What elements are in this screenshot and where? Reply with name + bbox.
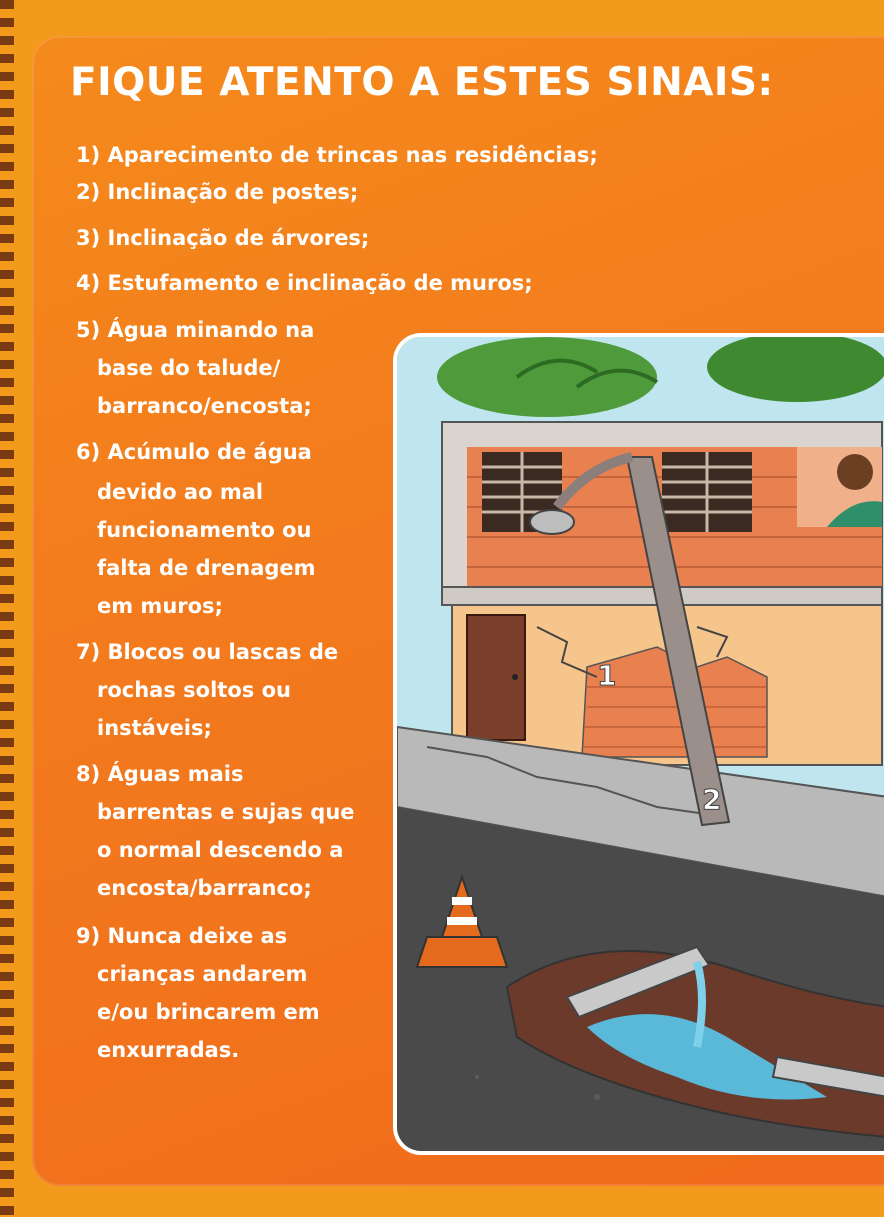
sign-line: encosta/barranco; xyxy=(97,876,312,900)
sign-line: 2) Inclinação de postes; xyxy=(76,180,359,204)
door-icon xyxy=(467,615,525,740)
sign-line: devido ao mal xyxy=(97,480,264,504)
page-title: FIQUE ATENTO A ESTES SINAIS: xyxy=(70,60,774,105)
person-icon xyxy=(797,447,882,527)
sign-line: barranco/encosta; xyxy=(97,394,312,418)
sign-line: enxurradas. xyxy=(97,1038,240,1062)
sign-line: 5) Água minando na xyxy=(76,318,315,342)
sign-line: barrentas e sujas que xyxy=(97,800,355,824)
sign-line: 8) Águas mais xyxy=(76,762,244,786)
sign-line: 1) Aparecimento de trincas nas residências; xyxy=(76,143,598,167)
sign-line: e/ou brincarem em xyxy=(97,1000,320,1024)
left-edge-stripe xyxy=(0,0,14,1217)
sign-line: o normal descendo a xyxy=(97,838,344,862)
sign-line: rochas soltos ou xyxy=(97,678,291,702)
sign-line: funcionamento ou xyxy=(97,518,312,542)
sign-line: 4) Estufamento e inclinação de muros; xyxy=(76,271,533,295)
sign-line: em muros; xyxy=(97,594,223,618)
sign-line: 7) Blocos ou lascas de xyxy=(76,640,339,664)
marker-1-label: 1 xyxy=(597,659,617,692)
hazard-illustration xyxy=(393,333,884,1155)
sign-line: 9) Nunca deixe as xyxy=(76,924,288,948)
sign-line: crianças andarem xyxy=(97,962,308,986)
sign-line: falta de drenagem xyxy=(97,556,316,580)
marker-2-label: 2 xyxy=(702,783,722,816)
sign-line: base do talude/ xyxy=(97,356,281,380)
window-icon xyxy=(662,452,752,532)
sign-line: instáveis; xyxy=(97,716,212,740)
sign-line: 3) Inclinação de árvores; xyxy=(76,226,370,250)
sign-line: 6) Acúmulo de água xyxy=(76,440,312,464)
